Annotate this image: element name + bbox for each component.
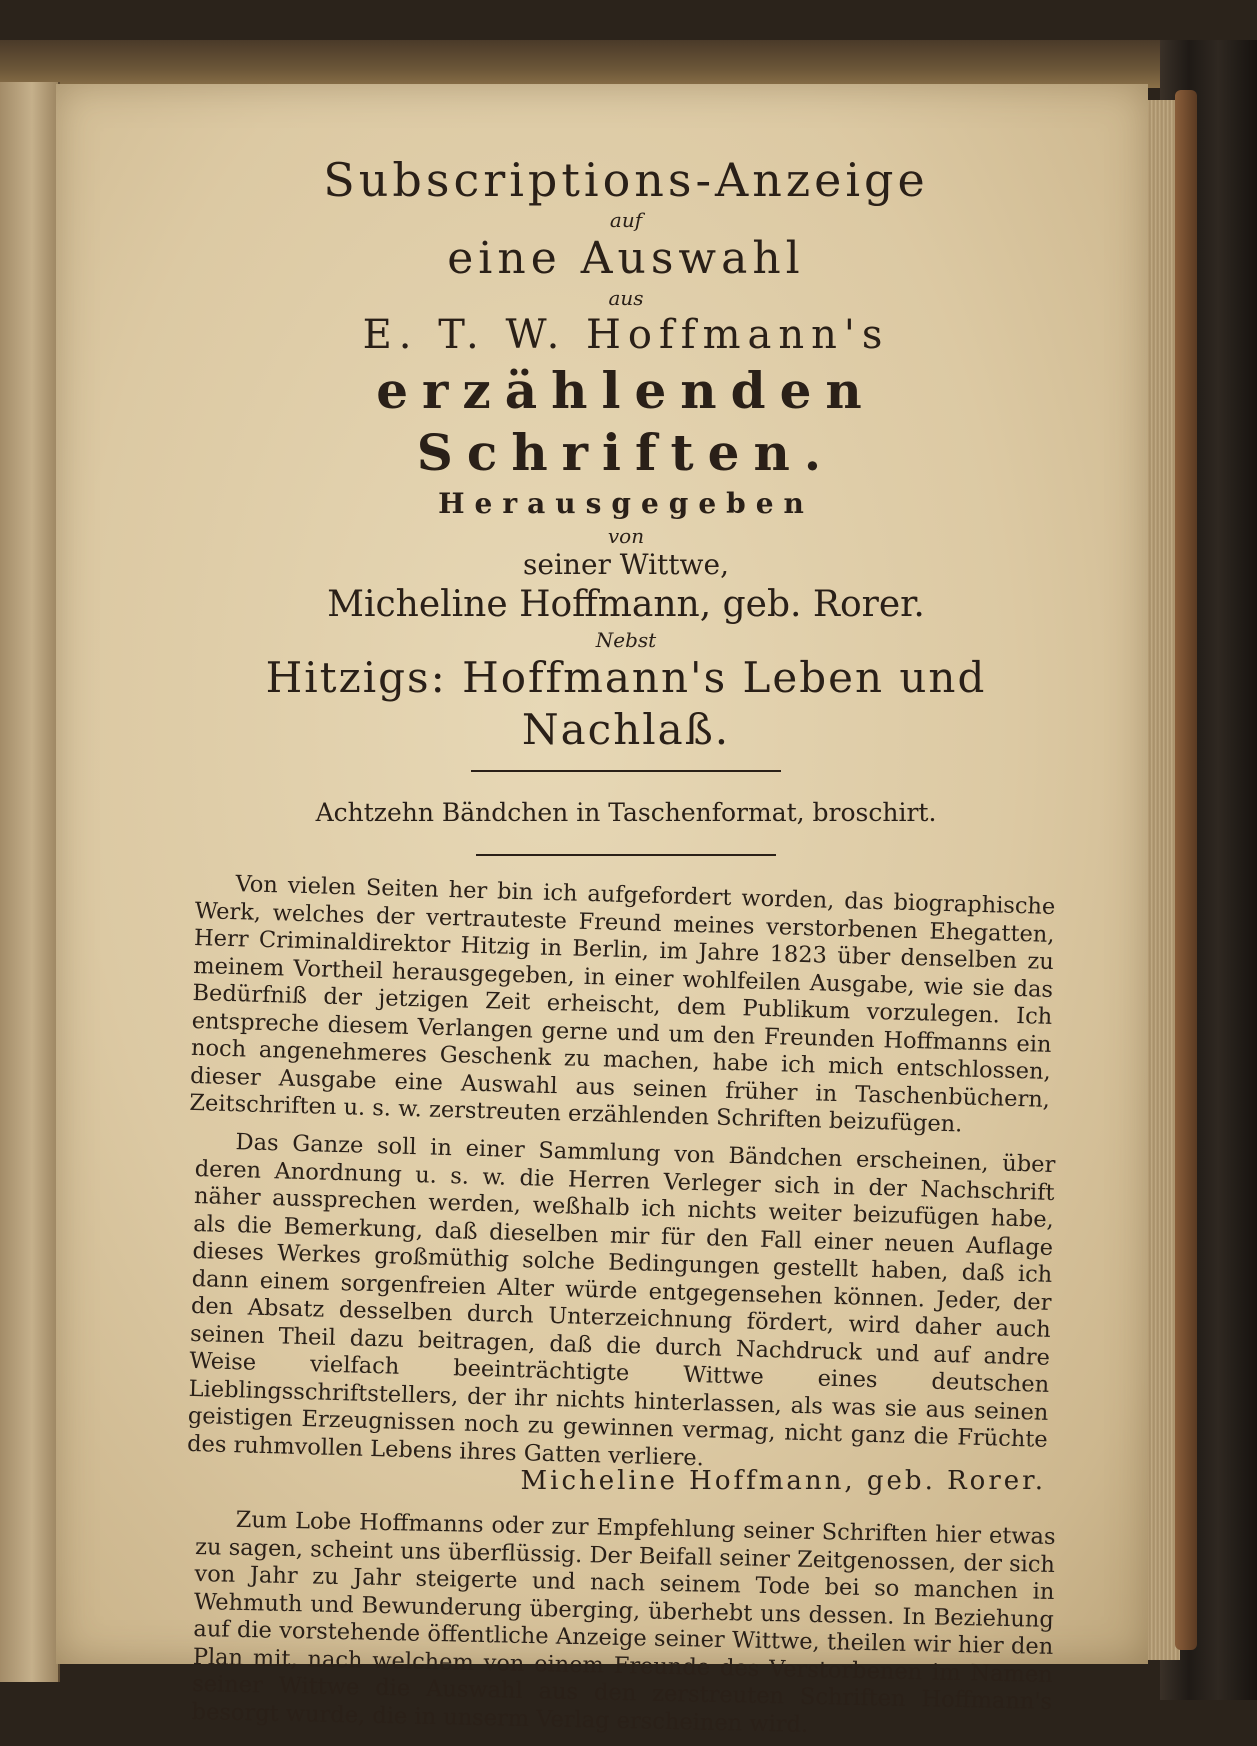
body-paragraph-3: Zum Lobe Hoffmanns oder zur Empfehlung seiner Schriften hier etwas zu sagen, scheint uns überflüssig. Der Beifall seiner Zeitgenossen, der sich von Jahr zu Jahr steigerte und nach seinem Tode bei so manchen in Wehmuth und Bewunderung überging, überhebt uns dessen. In Beziehung auf die vorstehende öffentliche Anzeige seiner Wittwe, theilen wir hier den Plan mit, nach welchem von einem Freunde des Verstorbenen im Namen seiner Wittwe die Auswahl aus den zerstreuten Schriften Hoffmann's besorgt wurde, die in unserm Verlag erscheinen wird. — [191, 1506, 1056, 1737]
page-content — [186, 144, 1056, 1737]
document-page — [56, 84, 1148, 1737]
format-line: Achtzehn Bändchen in Taschenformat, broschirt. — [315, 798, 937, 827]
left-page-edge — [0, 82, 60, 1682]
title-hitzig-line: Hitzigs: Hoffmann's Leben und Nachlaß. — [265, 653, 987, 754]
divider-rule-bottom — [476, 854, 776, 856]
title-nebst: Nebst — [595, 628, 657, 652]
book-top-edge — [0, 40, 1190, 88]
title-seiner-wittwe: seiner Wittwe, — [523, 548, 729, 581]
title-subscriptions-anzeige: Subscriptions-Anzeige — [323, 153, 929, 207]
title-herausgegeben: Herausgegeben — [438, 487, 814, 520]
title-editor-name: Micheline Hoffmann, geb. Rorer. — [327, 584, 925, 625]
book-spine — [1175, 90, 1197, 1650]
body-paragraph-2: Das Ganze soll in einer Sammlung von Bändchen erscheinen, über deren Anordnung u. s. w. die Herren Verleger sich in der Nachschrift näher aussprechen werden, weßhalb ich nichts weiter beizufügen habe, als die Bemerkung, daß dieselben mir für den Fall einer neuen Auflage dieses Werkes großmüthig solche Bedingungen gestellt haben, daß ich dann einem sorgenfreien Alter würde entgegensehen können. Jeder, der den Absatz desselben durch Unterzeichnung fördert, wird daher auch seinen Theil dazu beitragen, daß die durch Nachdruck und auf andre Weise vielfach beeinträchtigte Wittwe eines deutschen Lieblingsschriftstellers, der ihr nichts hinterlassen, als was sie aus seinen geistigen Erzeugnissen noch zu gewinnen vermag, nicht ganz die Früchte des ruhmvollen Lebens ihres Gatten verliere. — [186, 1128, 1056, 1471]
divider-rule-top — [471, 770, 781, 772]
title-erzaehlenden-schriften: erzählenden Schriften. — [376, 361, 876, 482]
signature-line: Micheline Hoffmann, geb. Rorer. — [520, 1465, 1046, 1496]
title-auf: auf — [609, 208, 643, 232]
title-author-name: E. T. W. Hoffmann's — [362, 312, 890, 358]
title-aus: aus — [608, 286, 644, 310]
title-eine-auswahl: eine Auswahl — [447, 233, 805, 284]
body-paragraph-1: Von vielen Seiten her bin ich aufgefordert worden, das biographische Werk, welches der vertrauteste Freund meines verstorbenen Ehegatten, Herr Criminaldirektor Hitzig in Berlin, im Jahre 1823 über denselben zu meinem Vortheil herausgegeben, in einer wohlfeilen Ausgabe, wie sie das Bedürfniß der jetzigen Zeit erheischt, dem Publikum vorzulegen. Ich entspreche diesem Verlangen gerne und um den Freunden Hoffmanns ein noch angenehmeres Geschenk zu machen, habe ich mich entschlossen, dieser Ausgabe eine Auswahl aus seinen früher in Taschenbüchern, Zeitschriften u. s. w. zerstreuten erzählenden Schriften beizufügen. — [189, 871, 1056, 1138]
title-von: von — [607, 524, 645, 548]
